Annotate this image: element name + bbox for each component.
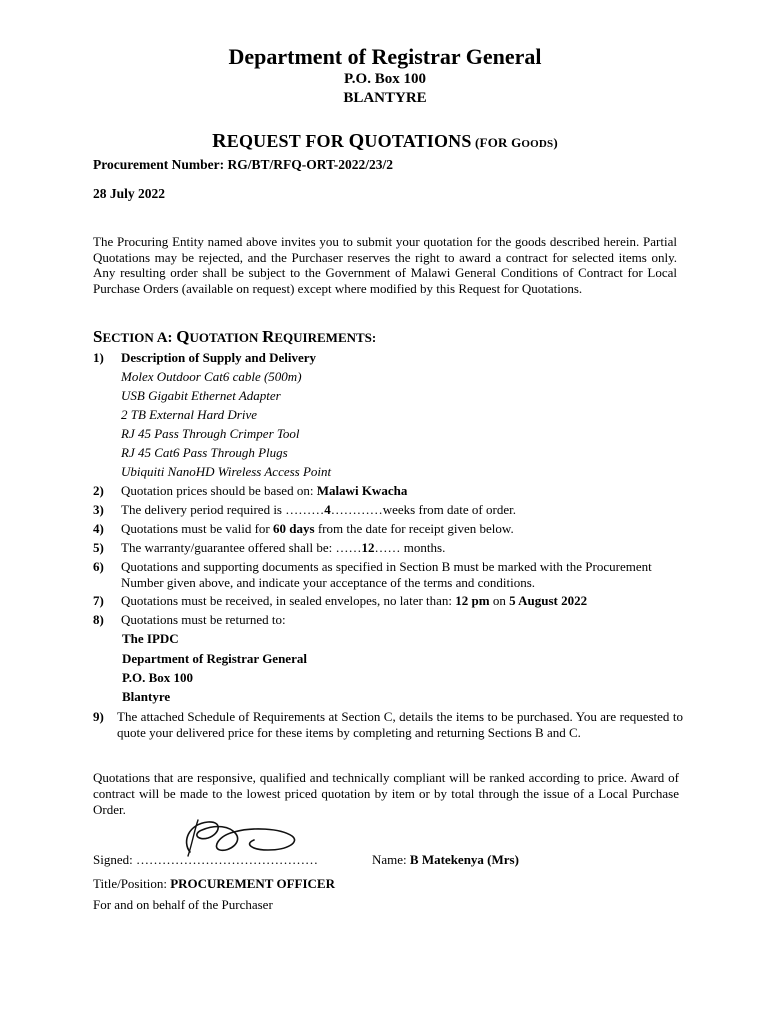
list-item-8 bbox=[93, 612, 683, 628]
item-text-post: from the date for receipt given below. bbox=[314, 521, 514, 536]
list-item-7 bbox=[93, 593, 683, 609]
intro-paragraph: The Procuring Entity named above invites you to submit your quotation for the goods described herein. Partial Quotations may be rejected, and the Purchaser reserves the right to award a contract for selected items only. Any resulting order shall be subject to the Government of Malawi General Conditions of Contract for Local Purchase Orders (available on request) except where modified by this Request for Quotations. bbox=[93, 234, 677, 297]
item-text: Description of Supply and Delivery bbox=[121, 350, 317, 365]
list-item-9 bbox=[93, 709, 683, 757]
title-q: Q bbox=[348, 130, 365, 152]
supply-item: Molex Outdoor Cat6 cable (500m) bbox=[121, 369, 302, 384]
item-text: Quotations must be returned to: bbox=[121, 612, 286, 627]
item-text bbox=[121, 521, 683, 537]
item-number: 3) bbox=[93, 502, 104, 517]
supply-item: RJ 45 Pass Through Crimper Tool bbox=[121, 426, 300, 441]
title-label: Title/Position: bbox=[93, 876, 171, 891]
item-text-mid: on bbox=[489, 593, 510, 608]
item-number: 9) bbox=[93, 709, 104, 724]
item-number: 2) bbox=[93, 483, 104, 498]
title-oods: OODS bbox=[521, 138, 554, 150]
item-text-pre: Quotations must be valid for bbox=[121, 521, 274, 536]
deadline-time: 12 pm bbox=[455, 593, 490, 608]
title-paren-open: (FOR bbox=[471, 135, 512, 150]
list-item-1 bbox=[93, 350, 683, 366]
item-text bbox=[121, 593, 683, 609]
item-number: 7) bbox=[93, 593, 104, 608]
item-text-post: …… months. bbox=[374, 540, 446, 555]
sec-a-colon: A: bbox=[153, 330, 177, 346]
signed-line: Signed: …………………………………… bbox=[93, 852, 318, 867]
item-text-pre: Quotations must be received, in sealed envelopes, no later than: bbox=[121, 593, 456, 608]
warranty-months: 12 bbox=[361, 540, 375, 555]
title-value: PROCUREMENT OFFICER bbox=[170, 876, 335, 891]
item-text-pre: Quotation prices should be based on: bbox=[121, 483, 317, 498]
item-number: 1) bbox=[93, 350, 104, 365]
currency: Malawi Kwacha bbox=[316, 483, 408, 498]
po-box: P.O. Box 100 bbox=[344, 71, 426, 87]
name-value: B Matekenya (Mrs) bbox=[409, 852, 519, 867]
item-text: Quotations and supporting documents as specified in Section B must be marked with the Procurement Number given above, and indicate your acceptance of the terms and conditions. bbox=[121, 559, 652, 590]
sec-q: Q bbox=[176, 327, 190, 346]
return-address-line: Blantyre bbox=[122, 689, 171, 704]
return-address-line: Department of Registrar General bbox=[122, 651, 307, 666]
procurement-number: Procurement Number: RG/BT/RFQ-ORT-2022/23/2 bbox=[93, 157, 394, 172]
title-equest-for: EQUEST FOR bbox=[226, 131, 349, 151]
sec-uotation: UOTATION bbox=[189, 330, 259, 345]
name-label: Name: bbox=[372, 852, 410, 867]
list-item-3 bbox=[93, 502, 683, 518]
supply-item: 2 TB External Hard Drive bbox=[121, 407, 257, 422]
sec-r: R bbox=[262, 327, 275, 346]
item-number: 8) bbox=[93, 612, 104, 627]
return-address-line: P.O. Box 100 bbox=[122, 670, 194, 685]
supply-item: RJ 45 Cat6 Pass Through Plugs bbox=[121, 445, 288, 460]
closing-paragraph: Quotations that are responsive, qualified and technically compliant will be ranked according to price. Award of contract will be made to the lowest priced quotation by item or by total through the issue of a Local Purchase Order. bbox=[93, 770, 679, 817]
item-text-post: …………weeks from date of order. bbox=[330, 502, 516, 517]
list-item-5 bbox=[93, 540, 683, 556]
title-g: G bbox=[511, 135, 522, 150]
title-paren-close: ) bbox=[553, 135, 558, 150]
supply-item: Ubiquiti NanoHD Wireless Access Point bbox=[121, 464, 332, 479]
item-number: 6) bbox=[93, 559, 104, 574]
section-a-heading bbox=[93, 327, 376, 347]
deadline-date: 5 August 2022 bbox=[509, 593, 588, 608]
signatory-name bbox=[372, 852, 519, 868]
item-text-pre: The delivery period required is ……… bbox=[121, 502, 325, 517]
list-item-2 bbox=[93, 483, 683, 499]
return-address-line: The IPDC bbox=[122, 631, 179, 646]
organization-name: Department of Registrar General bbox=[228, 44, 542, 69]
item-text bbox=[121, 483, 683, 499]
list-item-6 bbox=[93, 559, 683, 591]
item-text bbox=[121, 540, 683, 556]
on-behalf-line: For and on behalf of the Purchaser bbox=[93, 897, 273, 912]
supply-item: USB Gigabit Ethernet Adapter bbox=[121, 388, 281, 403]
city: BLANTYRE bbox=[343, 90, 427, 106]
item-text-pre: The warranty/guarantee offered shall be: …… bbox=[121, 540, 362, 555]
sec-equirements: EQUIREMENTS: bbox=[274, 330, 377, 345]
document-date: 28 July 2022 bbox=[93, 186, 166, 201]
title-r: R bbox=[212, 130, 227, 152]
item-text bbox=[121, 502, 683, 518]
item-text: The attached Schedule of Requirements at Section C, details the items to be purchased. You are requested to quote your delivered price for these items by completing and returning Sections B and C. bbox=[117, 709, 683, 740]
list-item-4 bbox=[93, 521, 683, 537]
validity-days: 60 days bbox=[273, 521, 315, 536]
delivery-weeks: 4 bbox=[324, 502, 331, 517]
title-uotations: UOTATIONS bbox=[364, 131, 472, 151]
sec-s: S bbox=[93, 327, 103, 346]
sec-ection: ECTION bbox=[102, 330, 154, 345]
item-number: 5) bbox=[93, 540, 104, 555]
item-number: 4) bbox=[93, 521, 104, 536]
signatory-title bbox=[93, 876, 335, 892]
document-title bbox=[0, 130, 770, 153]
